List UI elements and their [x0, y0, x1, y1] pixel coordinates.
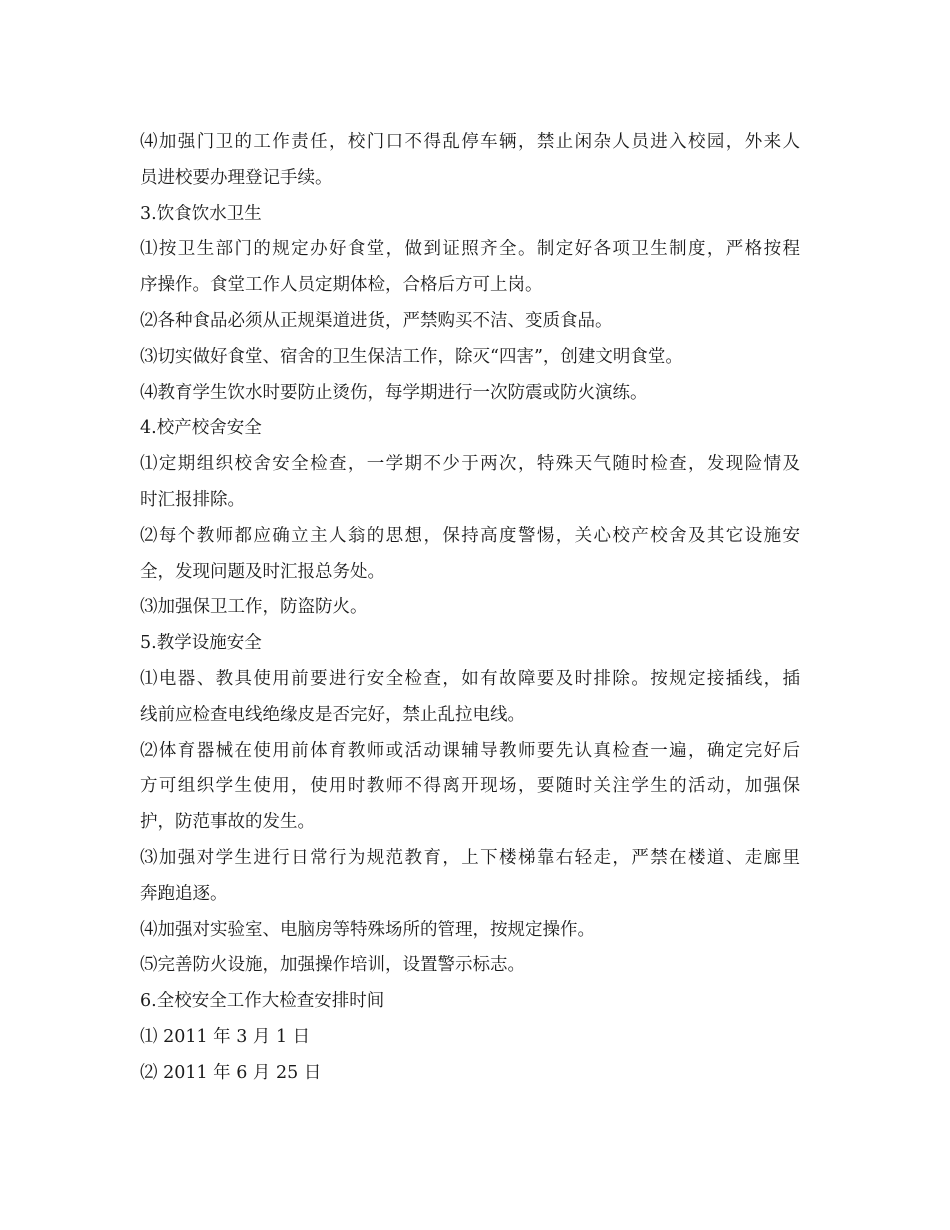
text-line: ⑷加强对实验室、电脑房等特殊场所的管理，按规定操作。 [140, 919, 595, 940]
text-line: 序操作。食堂工作人员定期体检，合格后方可上岗。 [140, 275, 543, 296]
section-heading: 3.饮食饮水卫生 [140, 203, 262, 224]
text-line: ⑶加强保卫工作，防盗防火。 [140, 597, 368, 618]
document-body [140, 125, 800, 1092]
text-line: 时汇报排除。 [140, 489, 245, 510]
text-line: ⑶切实做好食堂、宿舍的卫生保洁工作，除灭“四害”，创建文明食堂。 [140, 346, 683, 367]
text-line: ⑴电器、教具使用前要进行安全检查，如有故障要及时排除。按规定接插线，插 [140, 668, 800, 689]
text-line: 员进校要办理登记手续。 [140, 167, 333, 188]
text-line: ⑴按卫生部门的规定办好食堂，做到证照齐全。制定好各项卫生制度，严格按程 [140, 239, 800, 260]
text-line: ⑴定期组织校舍安全检查，一学期不少于两次，特殊天气随时检查，发现险情及 [140, 454, 800, 475]
date-item: ⑴ 2011 年 3 月 1 日 [140, 1026, 311, 1047]
text-line: ⑵每个教师都应确立主人翁的思想，保持高度警惕，关心校产校舍及其它设施安 [140, 525, 800, 546]
section-heading: 4.校产校舍安全 [140, 418, 262, 439]
text-line: 护，防范事故的发生。 [140, 812, 315, 833]
text-line: ⑵各种食品必须从正规渠道进货，严禁购买不洁、变质食品。 [140, 310, 613, 331]
text-line: 全，发现问题及时汇报总务处。 [140, 561, 385, 582]
text-line: ⑷教育学生饮水时要防止烫伤，每学期进行一次防震或防火演练。 [140, 382, 648, 403]
text-line: ⑸完善防火设施，加强操作培训，设置警示标志。 [140, 955, 525, 976]
text-line: 线前应检查电线绝缘皮是否完好，禁止乱拉电线。 [140, 704, 525, 725]
section-heading: 5.教学设施安全 [140, 633, 262, 654]
text-line: 方可组织学生使用，使用时教师不得离开现场，要随时关注学生的活动，加强保 [140, 776, 800, 797]
text-line: ⑶加强对学生进行日常行为规范教育，上下楼梯靠右轻走，严禁在楼道、走廊里 [140, 847, 800, 868]
text-line: 奔跑追逐。 [140, 883, 228, 904]
date-item: ⑵ 2011 年 6 月 25 日 [140, 1062, 322, 1083]
section-heading: 6.全校安全工作大检查安排时间 [140, 991, 385, 1012]
text-line: ⑵体育器械在使用前体育教师或活动课辅导教师要先认真检查一遍，确定完好后 [140, 740, 800, 761]
text-line: ⑷加强门卫的工作责任，校门口不得乱停车辆，禁止闲杂人员进入校园，外来人 [140, 132, 800, 152]
